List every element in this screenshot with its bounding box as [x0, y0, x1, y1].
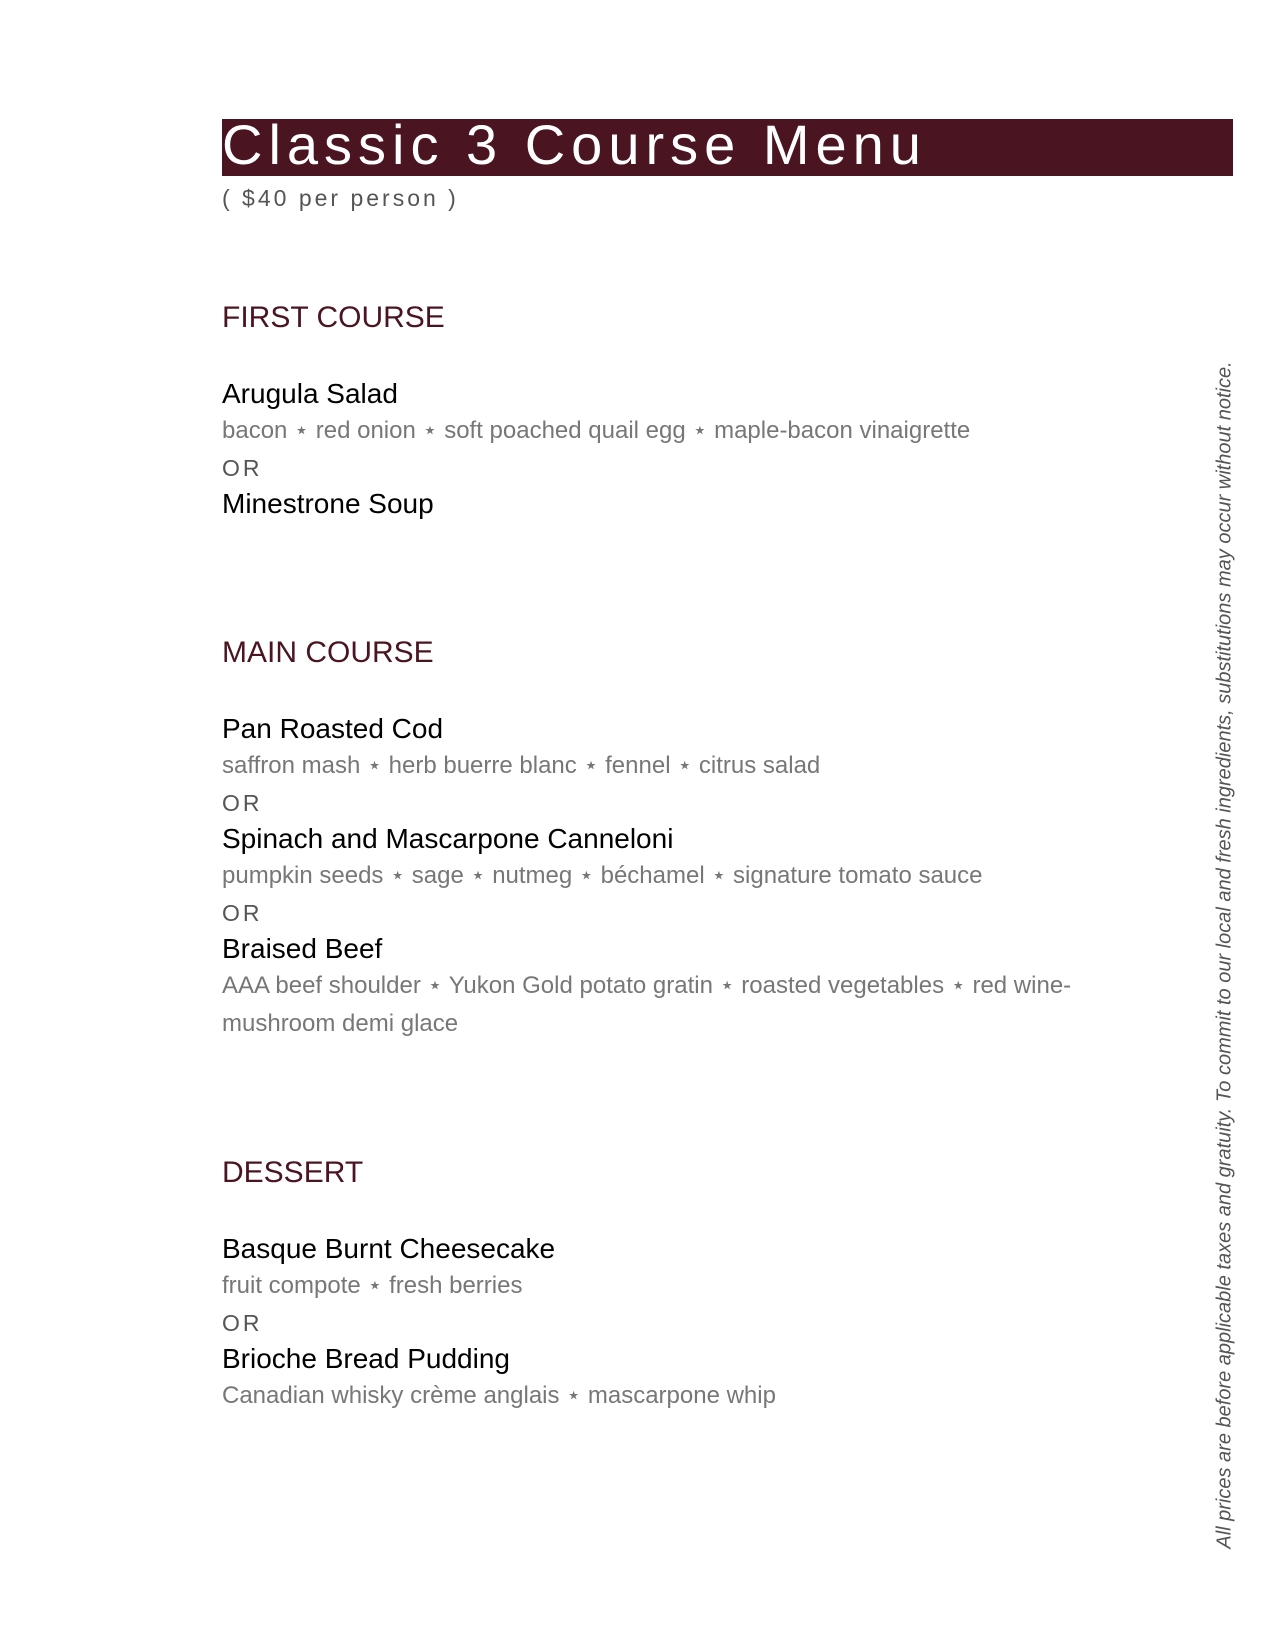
dish-name: Pan Roasted Cod — [222, 713, 444, 744]
section-heading: DESSERT — [222, 1156, 364, 1189]
dish-name: Braised Beef — [222, 933, 383, 964]
dish-name: Spinach and Mascarpone Canneloni — [222, 823, 674, 854]
or-separator: OR — [222, 790, 263, 816]
or-separator: OR — [222, 900, 263, 926]
or-separator: OR — [222, 455, 263, 481]
dish-description: saffron mash ⋆ herb buerre blanc ⋆ fennel ⋆ citrus salad — [222, 752, 821, 779]
page-title: Classic 3 Course Menu — [222, 113, 927, 176]
section-first-course — [222, 300, 1122, 522]
dish-description: bacon ⋆ red onion ⋆ soft poached quail egg ⋆ maple-bacon vinaigrette — [222, 417, 971, 444]
dish-description: fruit compote ⋆ fresh berries — [222, 1272, 523, 1299]
section-heading: MAIN COURSE — [222, 636, 434, 669]
section-heading: FIRST COURSE — [222, 301, 445, 334]
dish-name: Basque Burnt Cheesecake — [222, 1233, 556, 1264]
or-separator: OR — [222, 1310, 263, 1336]
dish-name: Arugula Salad — [222, 378, 398, 409]
section-dessert — [222, 1155, 1122, 1415]
tax-disclaimer-note: All prices are before applicable taxes and gratuity. To commit to our local and fresh ingredients, substitutions may occur without notice. — [1213, 361, 1236, 1549]
dish-description: pumpkin seeds ⋆ sage ⋆ nutmeg ⋆ béchamel ⋆ signature tomato sauce — [222, 862, 983, 889]
dish-description: AAA beef shoulder ⋆ Yukon Gold potato gratin ⋆ roasted vegetables ⋆ red wine-mushroom demi glace — [222, 972, 1072, 1037]
dish-name: Minestrone Soup — [222, 488, 434, 519]
dish-name: Brioche Bread Pudding — [222, 1343, 510, 1374]
section-main-course — [222, 635, 1122, 1043]
dish-description: Canadian whisky crème anglais ⋆ mascarpone whip — [222, 1382, 776, 1409]
price-per-person: ( $40 per person ) — [222, 185, 459, 211]
